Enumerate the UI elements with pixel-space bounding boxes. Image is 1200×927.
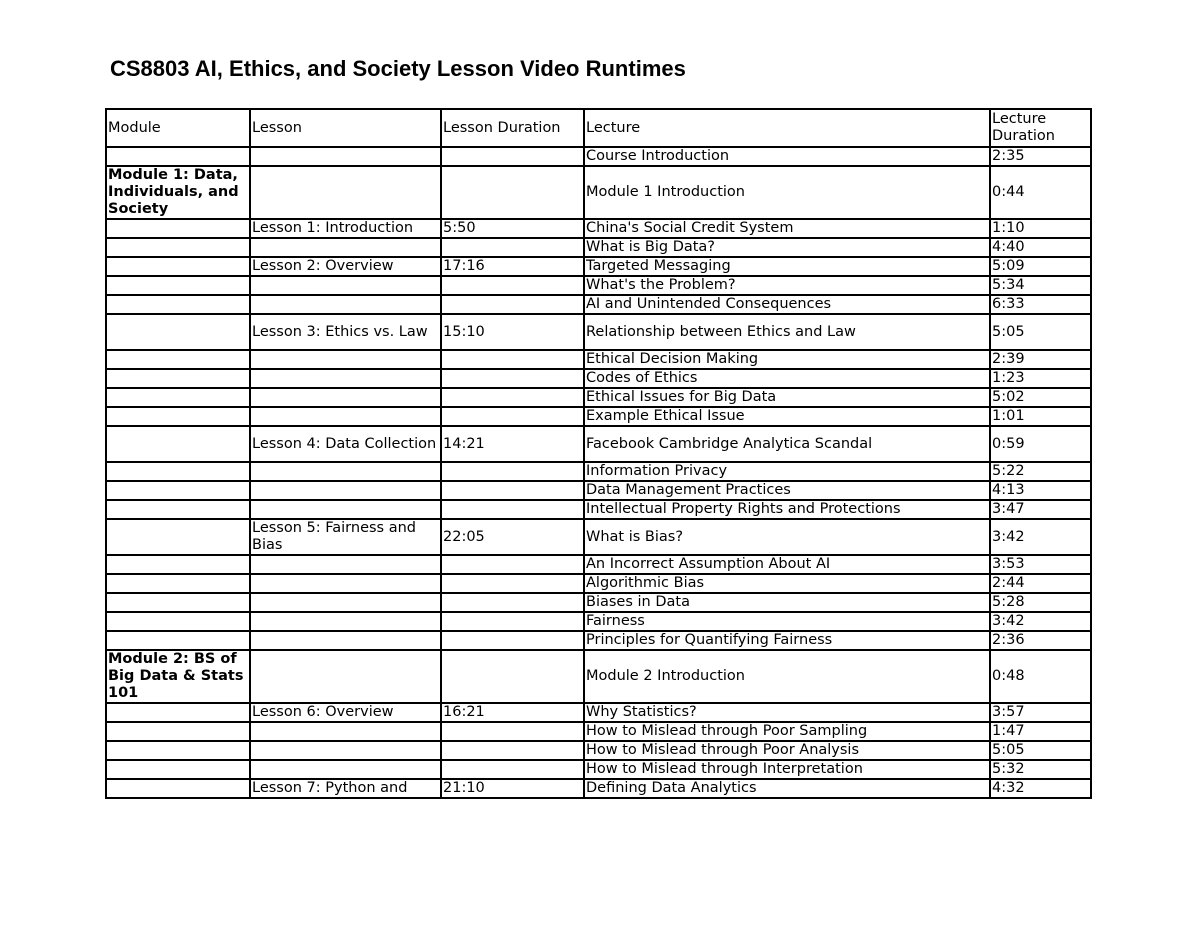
lecture-duration-cell: 5:05 — [990, 314, 1091, 350]
lesson-cell — [250, 388, 441, 407]
lecture-cell: Course Introduction — [584, 147, 990, 166]
module-cell — [106, 388, 250, 407]
lesson-cell: Lesson 3: Ethics vs. Law — [250, 314, 441, 350]
table-row — [106, 276, 1091, 295]
lecture-cell: An Incorrect Assumption About AI — [584, 555, 990, 574]
module-cell — [106, 462, 250, 481]
lesson-cell: Lesson 5: Fairness and Bias — [250, 519, 441, 555]
lecture-duration-cell: 2:35 — [990, 147, 1091, 166]
lesson-duration-cell — [441, 350, 584, 369]
lesson-cell — [250, 760, 441, 779]
lecture-cell: AI and Unintended Consequences — [584, 295, 990, 314]
lecture-cell: Why Statistics? — [584, 703, 990, 722]
lesson-duration-cell — [441, 147, 584, 166]
lecture-duration-cell: 2:44 — [990, 574, 1091, 593]
lecture-duration-cell: 5:34 — [990, 276, 1091, 295]
lecture-duration-cell: 0:59 — [990, 426, 1091, 462]
lecture-cell: Relationship between Ethics and Law — [584, 314, 990, 350]
lesson-cell — [250, 462, 441, 481]
table-row — [106, 650, 1091, 703]
lecture-duration-cell: 5:02 — [990, 388, 1091, 407]
lecture-duration-cell: 5:28 — [990, 593, 1091, 612]
lesson-cell — [250, 481, 441, 500]
lesson-cell — [250, 407, 441, 426]
table-row — [106, 257, 1091, 276]
module-cell — [106, 238, 250, 257]
table-row — [106, 166, 1091, 219]
lesson-duration-cell — [441, 593, 584, 612]
lesson-cell: Lesson 1: Introduction — [250, 219, 441, 238]
table-row — [106, 760, 1091, 779]
table-row — [106, 350, 1091, 369]
lesson-cell — [250, 631, 441, 650]
table-row — [106, 779, 1091, 798]
lesson-cell — [250, 238, 441, 257]
lesson-cell — [250, 295, 441, 314]
module-cell — [106, 314, 250, 350]
column-header-lecture: Lecture — [584, 109, 990, 147]
module-cell — [106, 219, 250, 238]
table-row — [106, 314, 1091, 350]
runtimes-table — [105, 108, 1092, 799]
table-row — [106, 722, 1091, 741]
table-row — [106, 388, 1091, 407]
lesson-cell — [250, 147, 441, 166]
table-row — [106, 462, 1091, 481]
lecture-cell: Example Ethical Issue — [584, 407, 990, 426]
lecture-duration-cell: 5:05 — [990, 741, 1091, 760]
lesson-duration-cell — [441, 760, 584, 779]
table-row — [106, 612, 1091, 631]
lesson-duration-cell — [441, 574, 584, 593]
lesson-duration-cell — [441, 555, 584, 574]
lesson-cell — [250, 722, 441, 741]
lesson-duration-cell — [441, 631, 584, 650]
lecture-duration-cell: 4:32 — [990, 779, 1091, 798]
module-cell: Module 1: Data, Individuals, and Society — [106, 166, 250, 219]
lecture-duration-cell: 4:40 — [990, 238, 1091, 257]
page-title: CS8803 AI, Ethics, and Society Lesson Video Runtimes — [110, 56, 686, 81]
lecture-cell: Data Management Practices — [584, 481, 990, 500]
lesson-cell: Lesson 4: Data Collection — [250, 426, 441, 462]
lecture-cell: Biases in Data — [584, 593, 990, 612]
table-row — [106, 295, 1091, 314]
lesson-duration-cell — [441, 407, 584, 426]
lecture-duration-cell: 6:33 — [990, 295, 1091, 314]
lecture-cell: Information Privacy — [584, 462, 990, 481]
table-row — [106, 426, 1091, 462]
lesson-duration-cell: 21:10 — [441, 779, 584, 798]
module-cell — [106, 276, 250, 295]
lecture-duration-cell: 1:23 — [990, 369, 1091, 388]
lesson-cell — [250, 593, 441, 612]
lesson-duration-cell — [441, 481, 584, 500]
lesson-duration-cell — [441, 388, 584, 407]
module-cell — [106, 574, 250, 593]
lesson-duration-cell: 14:21 — [441, 426, 584, 462]
lecture-duration-cell: 3:42 — [990, 519, 1091, 555]
column-header-lesson: Lesson — [250, 109, 441, 147]
lecture-duration-cell: 2:39 — [990, 350, 1091, 369]
module-cell — [106, 703, 250, 722]
lesson-duration-cell: 16:21 — [441, 703, 584, 722]
table-row — [106, 500, 1091, 519]
lesson-cell: Lesson 6: Overview — [250, 703, 441, 722]
lecture-duration-cell: 5:22 — [990, 462, 1091, 481]
module-cell — [106, 519, 250, 555]
lecture-cell: How to Mislead through Poor Sampling — [584, 722, 990, 741]
lecture-cell: Module 2 Introduction — [584, 650, 990, 703]
module-cell — [106, 407, 250, 426]
module-cell — [106, 500, 250, 519]
lesson-duration-cell: 17:16 — [441, 257, 584, 276]
lesson-cell — [250, 555, 441, 574]
lecture-cell: Ethical Decision Making — [584, 350, 990, 369]
table-row — [106, 555, 1091, 574]
lesson-duration-cell: 15:10 — [441, 314, 584, 350]
lecture-cell: Intellectual Property Rights and Protections — [584, 500, 990, 519]
module-cell — [106, 147, 250, 166]
module-cell — [106, 481, 250, 500]
lecture-duration-cell: 1:10 — [990, 219, 1091, 238]
lecture-cell: What is Bias? — [584, 519, 990, 555]
module-cell — [106, 555, 250, 574]
lesson-cell — [250, 350, 441, 369]
lesson-duration-cell — [441, 722, 584, 741]
lecture-duration-cell: 2:36 — [990, 631, 1091, 650]
column-header-lecture-duration: Lecture Duration — [990, 109, 1091, 147]
lecture-duration-cell: 5:32 — [990, 760, 1091, 779]
lesson-duration-cell — [441, 612, 584, 631]
lecture-cell: Principles for Quantifying Fairness — [584, 631, 990, 650]
module-cell — [106, 295, 250, 314]
table-row — [106, 593, 1091, 612]
table-row — [106, 574, 1091, 593]
table-body — [106, 147, 1091, 798]
lecture-duration-cell: 3:57 — [990, 703, 1091, 722]
lesson-cell — [250, 166, 441, 219]
lecture-duration-cell: 3:42 — [990, 612, 1091, 631]
lesson-duration-cell — [441, 650, 584, 703]
lesson-duration-cell — [441, 295, 584, 314]
lecture-cell: Targeted Messaging — [584, 257, 990, 276]
lecture-cell: Algorithmic Bias — [584, 574, 990, 593]
lecture-cell: Ethical Issues for Big Data — [584, 388, 990, 407]
lesson-duration-cell — [441, 276, 584, 295]
lesson-cell — [250, 741, 441, 760]
lesson-duration-cell — [441, 369, 584, 388]
table-row — [106, 219, 1091, 238]
module-cell — [106, 350, 250, 369]
table-row — [106, 481, 1091, 500]
lesson-cell — [250, 500, 441, 519]
module-cell — [106, 593, 250, 612]
header-row — [106, 109, 1091, 147]
module-cell — [106, 631, 250, 650]
lecture-duration-cell: 1:47 — [990, 722, 1091, 741]
table-row — [106, 407, 1091, 426]
lecture-cell: How to Mislead through Poor Analysis — [584, 741, 990, 760]
table-row — [106, 147, 1091, 166]
lecture-cell: What's the Problem? — [584, 276, 990, 295]
table-row — [106, 703, 1091, 722]
lecture-cell: China's Social Credit System — [584, 219, 990, 238]
lesson-cell — [250, 276, 441, 295]
lesson-duration-cell: 5:50 — [441, 219, 584, 238]
lecture-cell: Module 1 Introduction — [584, 166, 990, 219]
lesson-cell — [250, 369, 441, 388]
column-header-lesson-duration: Lesson Duration — [441, 109, 584, 147]
lecture-duration-cell: 0:44 — [990, 166, 1091, 219]
module-cell — [106, 257, 250, 276]
lecture-duration-cell: 3:47 — [990, 500, 1091, 519]
lecture-duration-cell: 0:48 — [990, 650, 1091, 703]
module-cell: Module 2: BS of Big Data & Stats 101 — [106, 650, 250, 703]
lecture-cell: How to Mislead through Interpretation — [584, 760, 990, 779]
table-row — [106, 631, 1091, 650]
lecture-cell: Facebook Cambridge Analytica Scandal — [584, 426, 990, 462]
lesson-cell — [250, 574, 441, 593]
table-row — [106, 741, 1091, 760]
module-cell — [106, 369, 250, 388]
module-cell — [106, 741, 250, 760]
lesson-cell — [250, 650, 441, 703]
module-cell — [106, 779, 250, 798]
module-cell — [106, 722, 250, 741]
module-cell — [106, 426, 250, 462]
lecture-cell: Defining Data Analytics — [584, 779, 990, 798]
module-cell — [106, 612, 250, 631]
lesson-cell: Lesson 2: Overview — [250, 257, 441, 276]
lesson-duration-cell — [441, 462, 584, 481]
lecture-duration-cell: 1:01 — [990, 407, 1091, 426]
lesson-duration-cell — [441, 741, 584, 760]
lecture-duration-cell: 4:13 — [990, 481, 1091, 500]
lecture-cell: Fairness — [584, 612, 990, 631]
lecture-cell: What is Big Data? — [584, 238, 990, 257]
lecture-cell: Codes of Ethics — [584, 369, 990, 388]
lesson-duration-cell — [441, 166, 584, 219]
lesson-cell — [250, 612, 441, 631]
lecture-duration-cell: 5:09 — [990, 257, 1091, 276]
table-row — [106, 369, 1091, 388]
table-row — [106, 519, 1091, 555]
lesson-duration-cell: 22:05 — [441, 519, 584, 555]
lesson-cell: Lesson 7: Python and — [250, 779, 441, 798]
column-header-module: Module — [106, 109, 250, 147]
module-cell — [106, 760, 250, 779]
lesson-duration-cell — [441, 238, 584, 257]
lesson-duration-cell — [441, 500, 584, 519]
lecture-duration-cell: 3:53 — [990, 555, 1091, 574]
table-row — [106, 238, 1091, 257]
